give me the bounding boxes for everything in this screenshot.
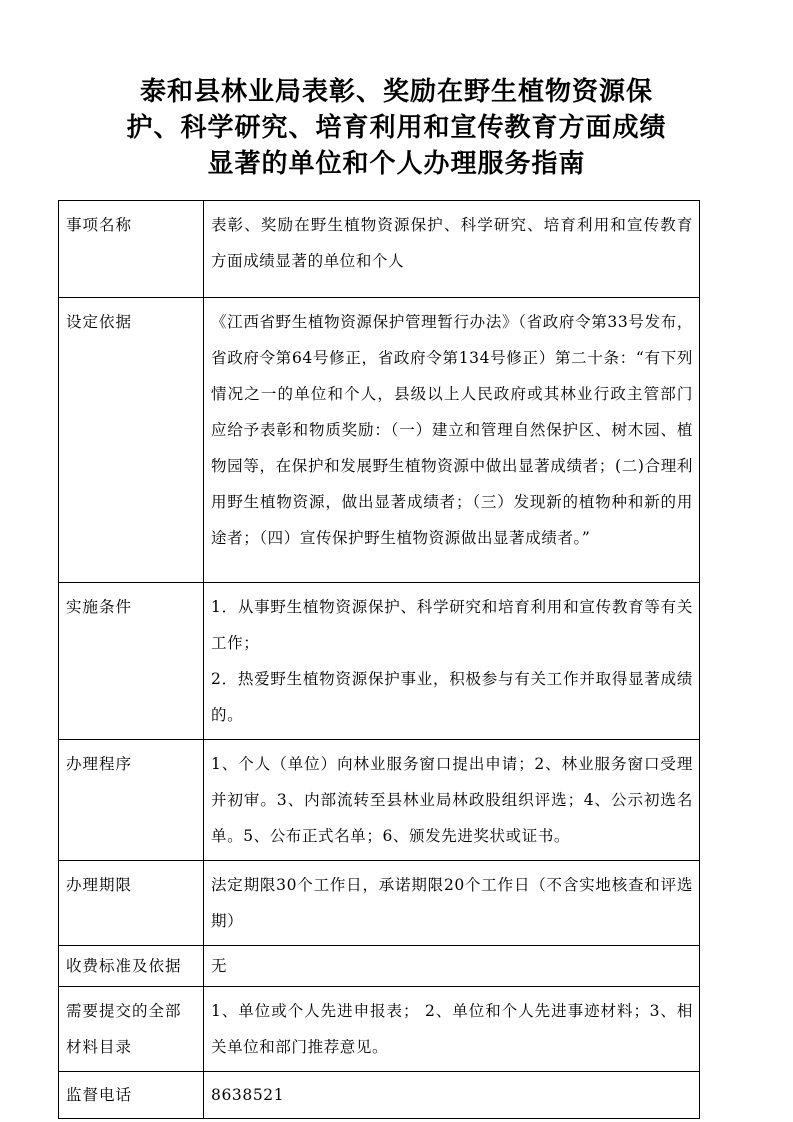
table-row-conditions: [59, 583, 700, 740]
table-row-phone: [59, 1072, 700, 1119]
content-paragraph: 1、单位或个人先进申报表； 2、单位和个人先进事迹材料；3、相关单位和部门推荐意见。: [211, 1002, 693, 1056]
row-label: 设定依据: [59, 298, 204, 583]
row-content: [204, 201, 700, 298]
row-content: [204, 583, 700, 740]
title-line-2: 护、科学研究、培育利用和宣传教育方面成绩: [126, 113, 667, 143]
row-label: 办理程序: [59, 740, 204, 861]
row-content: [204, 946, 700, 987]
content-paragraph: 1．从事野生植物资源保护、科学研究和培育利用和宣传教育等有关工作；: [211, 598, 693, 652]
row-content: [204, 740, 700, 861]
content-paragraph: 8638521: [211, 1086, 285, 1104]
table-row-time-limit: [59, 861, 700, 946]
row-label: 需要提交的全部材料目录: [59, 987, 204, 1072]
content-paragraph: 2．热爱野生植物资源保护事业，积极参与有关工作并取得显著成绩的。: [211, 670, 693, 724]
row-label: 办理期限: [59, 861, 204, 946]
row-content: [204, 987, 700, 1072]
row-label: 监督电话: [59, 1072, 204, 1119]
content-paragraph: 《江西省野生植物资源保护管理暂行办法》（省政府令第33号发布，省政府令第64号修正，省政府令第134号修正）第二十条：“有下列情况之一的单位和个人，县级以上人民政府或其林业行政主管部门应给予表彰和物质奖励：（一）建立和管理自然保护区、树木园、植物园等，在保护和发展野生植物资源中做出显著成绩者；(二)合理利用野生植物资源，做出显著成绩者；（三）发现新的植物种和新的用途者；（四）宣传保护野生植物资源做出显著成绩者。”: [211, 313, 693, 547]
row-label: 事项名称: [59, 201, 204, 298]
content-paragraph: 1、个人（单位）向林业服务窗口提出申请；2、林业服务窗口受理并初审。3、内部流转至县林业局林政股组织评选；4、公示初选名单。5、公布正式名单；6、颁发先进奖状或证书。: [211, 755, 693, 845]
row-content: [204, 298, 700, 583]
table-row-item-name: [59, 201, 700, 298]
table-row-fees: [59, 946, 700, 987]
row-label: 收费标准及依据: [59, 946, 204, 987]
content-paragraph: 表彰、奖励在野生植物资源保护、科学研究、培育利用和宣传教育方面成绩显著的单位和个人: [211, 216, 693, 270]
content-paragraph: 法定期限30个工作日，承诺期限20个工作日（不含实地核查和评选期）: [211, 876, 693, 930]
table-row-materials: [59, 987, 700, 1072]
table-row-procedure: [59, 740, 700, 861]
row-content: [204, 861, 700, 946]
document-title: [0, 74, 793, 182]
content-paragraph: 无: [211, 957, 228, 975]
table-row-legal-basis: [59, 298, 700, 583]
title-line-3: 显著的单位和个人办理服务指南: [207, 149, 586, 179]
row-content: [204, 1072, 700, 1119]
title-line-1: 泰和县林业局表彰、奖励在野生植物资源保: [139, 77, 653, 107]
service-guide-table: [58, 200, 700, 1119]
row-label: 实施条件: [59, 583, 204, 740]
